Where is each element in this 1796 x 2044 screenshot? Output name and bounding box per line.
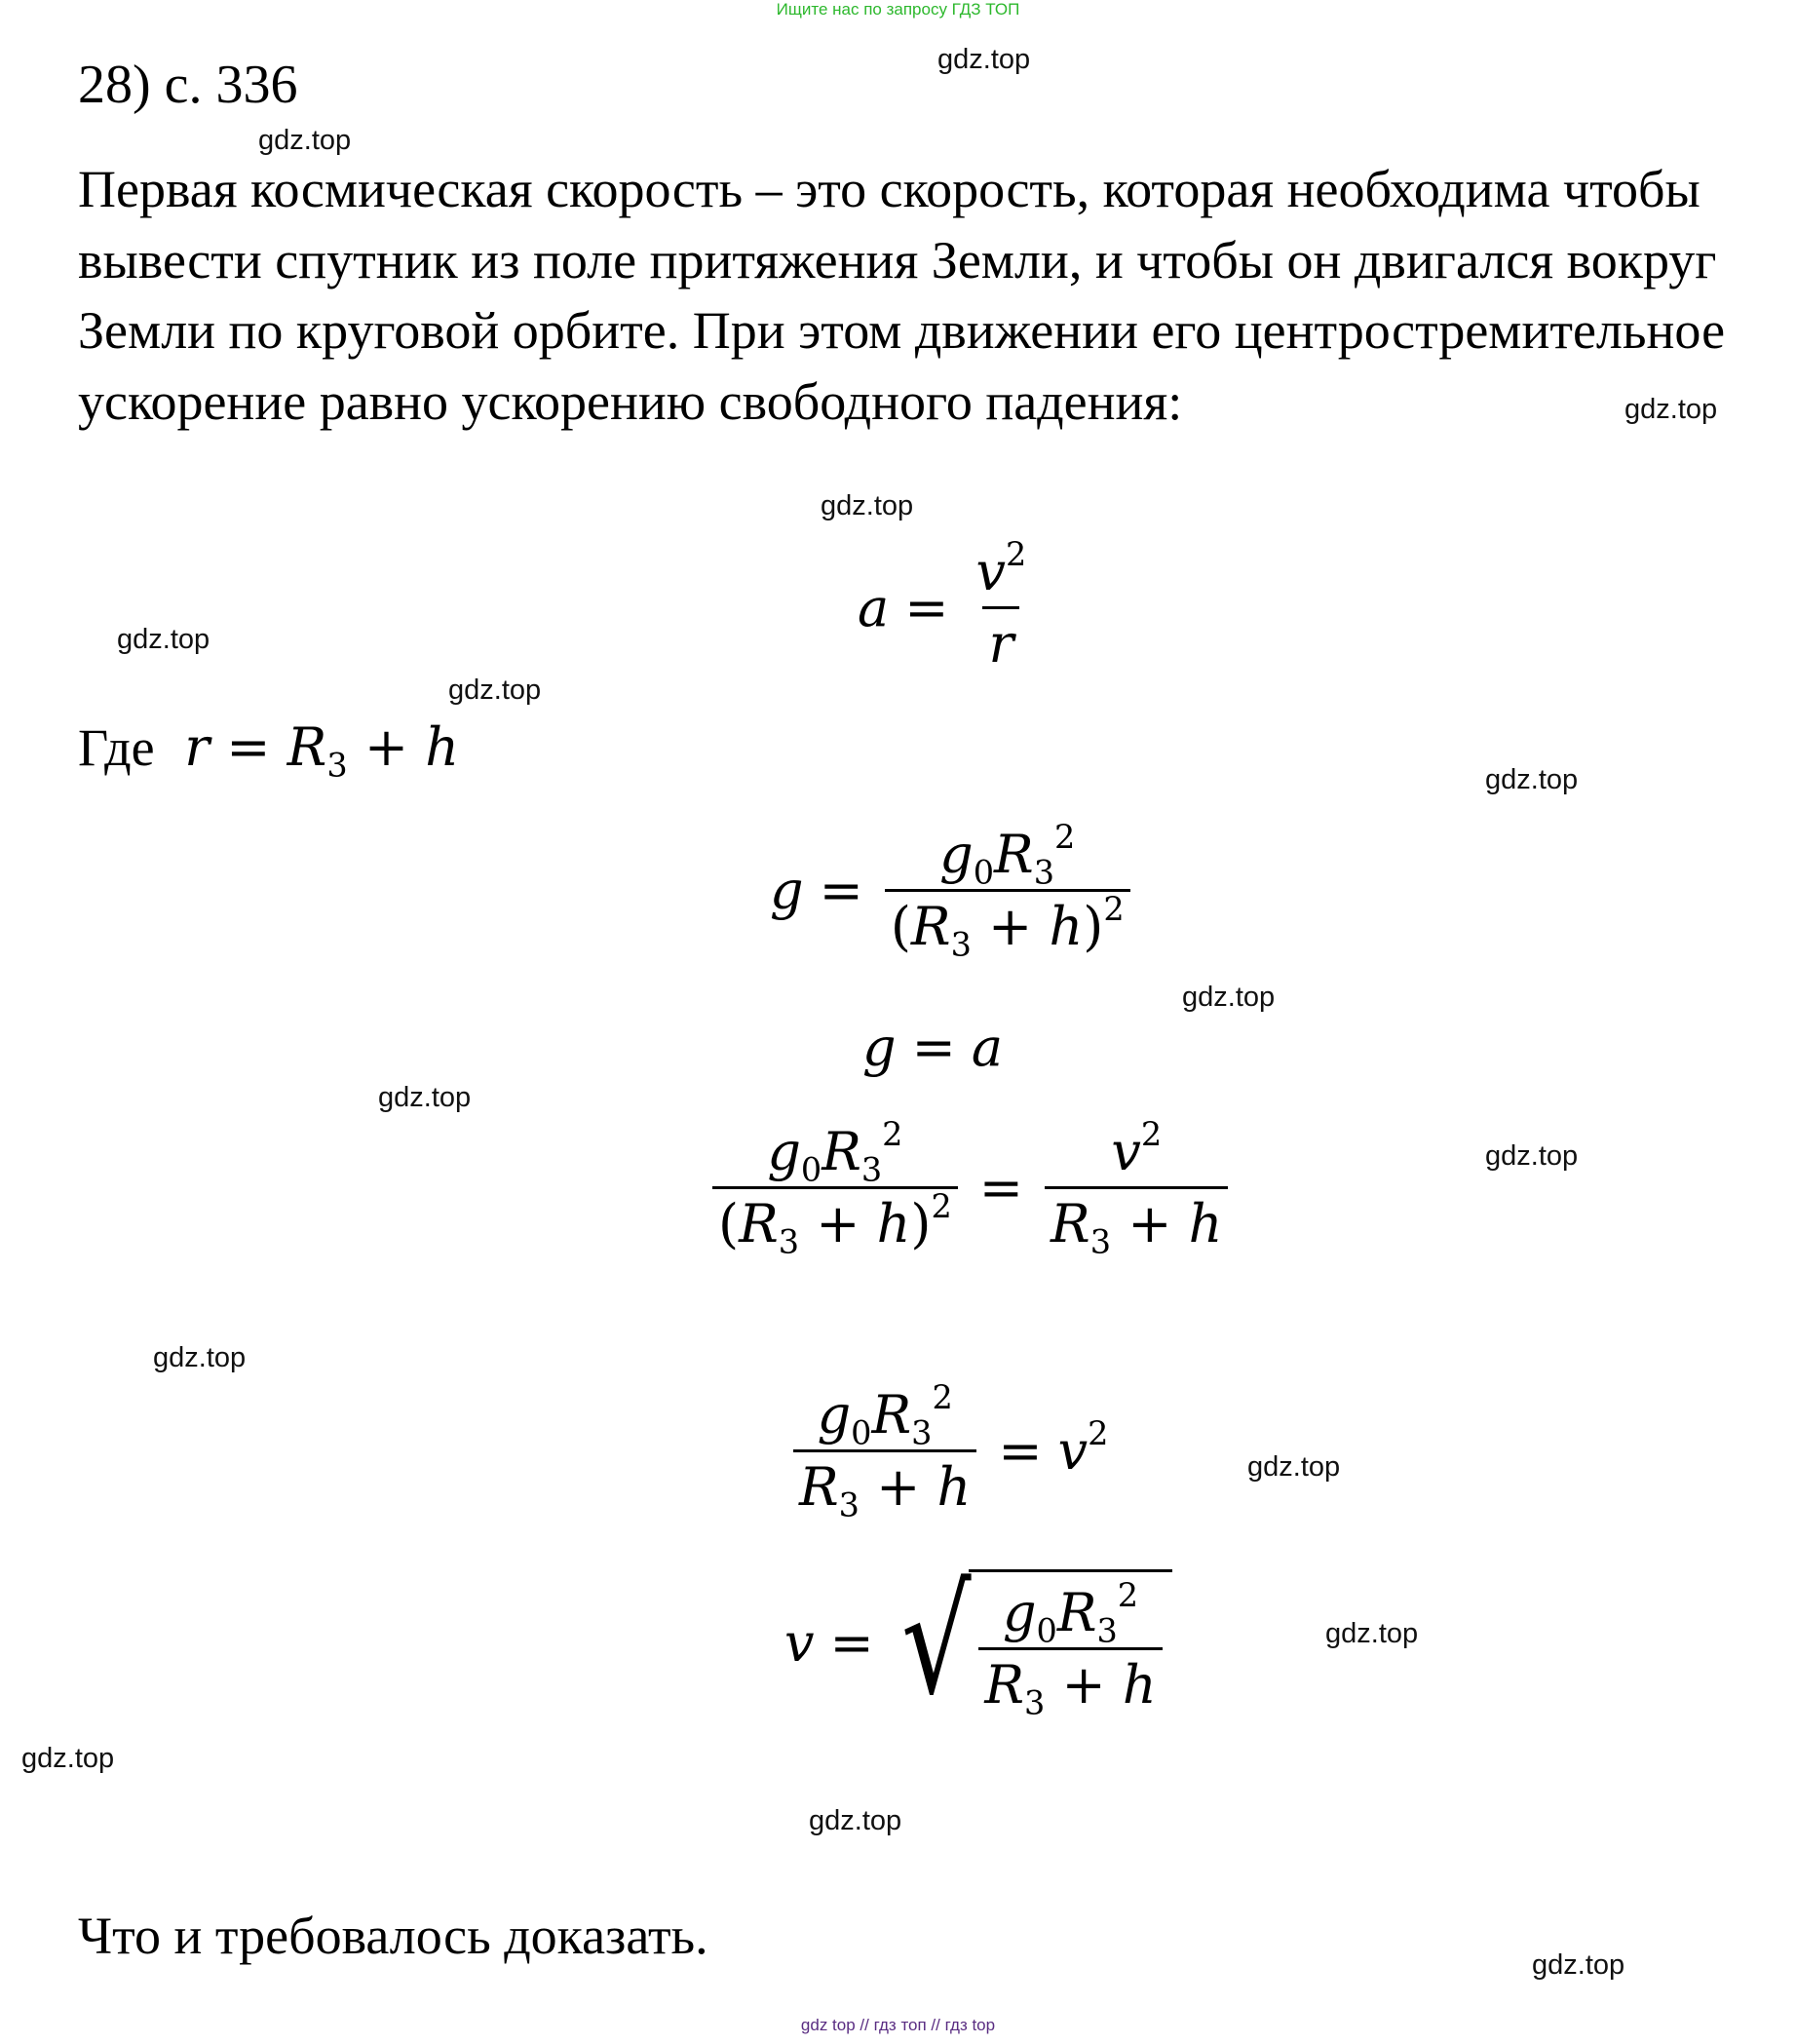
square-root: √ $\frac{g_0R_3^2}{R_3 + h}$ (890, 1569, 1172, 1716)
watermark: gdz.top (21, 1743, 115, 1774)
where-prefix: Где (78, 718, 155, 777)
watermark: gdz.top (448, 675, 542, 706)
top-banner[interactable]: Ищите нас по запросу ГДЗ ТОП (776, 0, 1020, 19)
watermark: gdz.top (937, 44, 1031, 75)
watermark: gdz.top (153, 1342, 247, 1373)
watermark: gdz.top (809, 1805, 902, 1836)
watermark: gdz.top (1247, 1451, 1341, 1483)
radius-definition (78, 716, 460, 785)
radius-formula: $r = R_3 + h$ (168, 716, 460, 785)
footer-links[interactable]: gdz top // гдз топ // гдз top (800, 2016, 996, 2034)
watermark: gdz.top (1485, 764, 1579, 795)
equation-simplified: $\frac{g_0R_3^2}{R_3 + h}$ = $v^2$ (787, 1384, 1108, 1518)
watermark: gdz.top (258, 125, 352, 156)
task-heading: 28) с. 336 (78, 55, 298, 115)
watermark: gdz.top (1624, 394, 1718, 425)
watermark: gdz.top (1182, 982, 1276, 1013)
definition-paragraph: Первая космическая скорость – это скорость, которая необходима чтобы вывести спутник из поле притяжения Земли, и чтобы он двигался вокруг Земли по круговой орбите. При этом движении его центростремительное ускорение равно ускорению свободного падения: (78, 160, 1726, 431)
watermark: gdz.top (1325, 1618, 1419, 1649)
conclusion-text: Что и требовалось доказать. (78, 1907, 708, 1965)
watermark: gdz.top (117, 624, 210, 655)
watermark: gdz.top (1532, 1949, 1625, 1981)
watermark: gdz.top (821, 490, 914, 521)
equation-g-equals-a: g = a (862, 1017, 1004, 1078)
equation-acceleration: a = $\frac{v^2}{r}$ (858, 534, 1027, 675)
watermark: gdz.top (1485, 1140, 1579, 1172)
equation-velocity: v = √ $\frac{g_0R_3^2}{R_3 + h}$ (784, 1569, 1172, 1716)
watermark: gdz.top (378, 1082, 472, 1113)
equation-equate: $\frac{g_0R_3^2}{(R_3 + h)^2}$ = $\frac{v^2}{R_3 + h}$ (707, 1121, 1234, 1254)
equation-gravity: g = $\frac{g_0R_3^2}{(R_3 + h)^2}$ (770, 824, 1136, 957)
